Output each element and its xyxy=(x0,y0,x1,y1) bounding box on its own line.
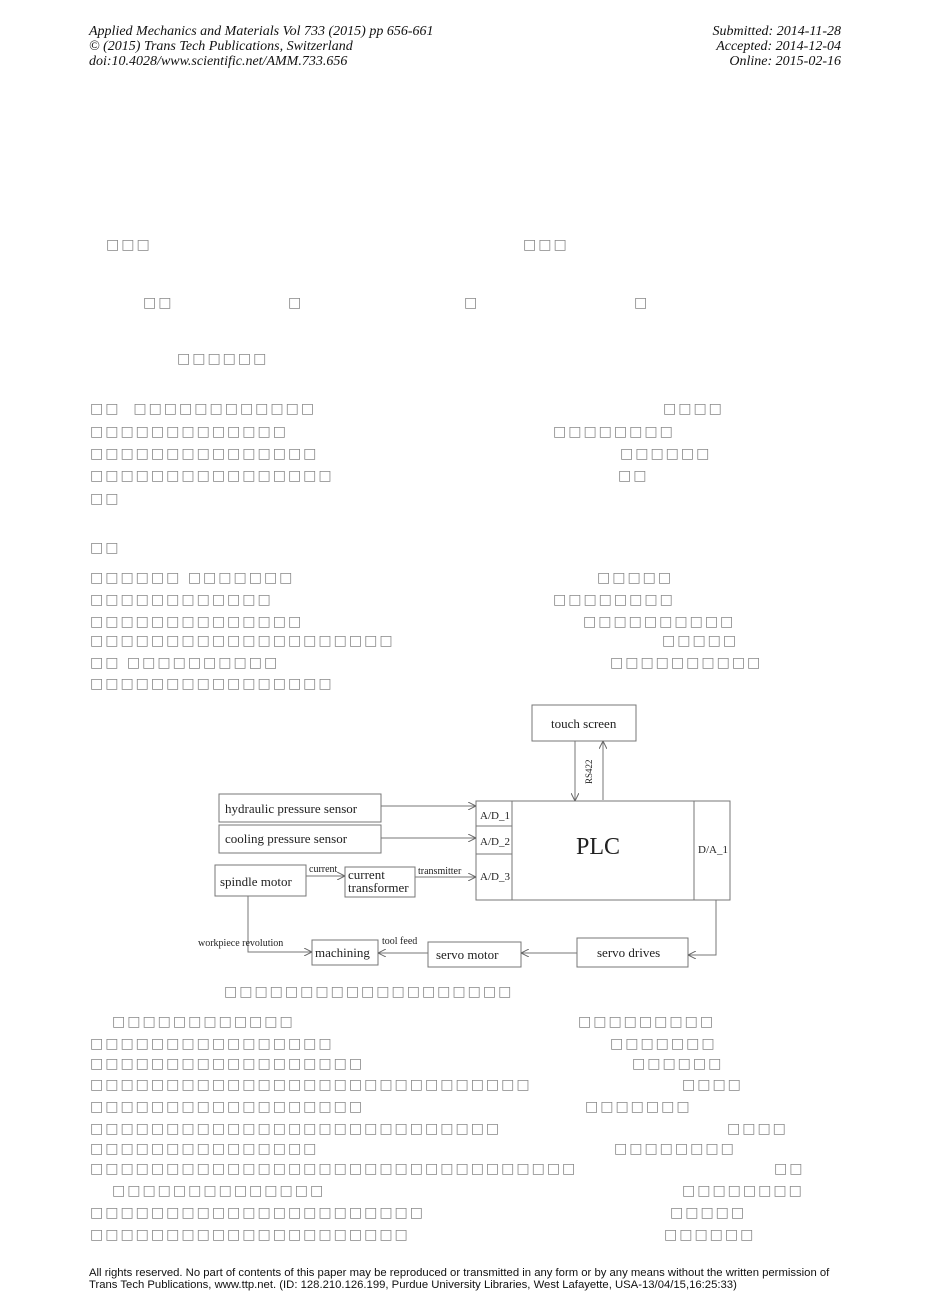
text-line: □□□□□□□□□□□□□□□ xyxy=(90,1141,319,1157)
text-line: □□□□□□□□□□□□□□□□□□ xyxy=(90,1099,365,1115)
text-line: □□□□□□□□□□□□□□□□ xyxy=(90,468,334,484)
text-line: □□ xyxy=(90,540,121,556)
text-line: □□□□□□ xyxy=(620,446,712,462)
text-line: □□□□□□ xyxy=(177,351,269,367)
transformer-label-2: transformer xyxy=(348,880,409,895)
text-line: □□□□□□□ xyxy=(585,1099,692,1115)
text-line: □□□□□□□□ xyxy=(553,592,675,608)
text-line: □□□□□□□□□□□□□□□□ xyxy=(90,676,334,692)
rs422-label: RS422 xyxy=(584,759,594,784)
ad2-label: A/D_2 xyxy=(480,836,510,848)
text-line: □ xyxy=(464,295,480,311)
cooling-label: cooling pressure sensor xyxy=(225,831,348,846)
text-line: □□□□□□□□□□ xyxy=(583,614,736,630)
text-line: □□□ xyxy=(523,237,569,253)
text-line: □□ xyxy=(774,1161,805,1177)
plc-label: PLC xyxy=(576,834,621,860)
text-line: □□□□□□□ xyxy=(610,1036,717,1052)
text-line: □□□□□□□□ xyxy=(614,1141,736,1157)
transmitter-label: transmitter xyxy=(418,866,462,877)
text-line: □□□□□ xyxy=(670,1205,747,1221)
text-line: □□□□□□□□□□ xyxy=(610,655,763,671)
text-line: □□□□□□□□□□□□ xyxy=(112,1014,295,1030)
online-date: Online: 2015-02-16 xyxy=(729,54,841,69)
submitted-date: Submitted: 2014-11-28 xyxy=(712,24,841,39)
text-line: □□□□□□□□ xyxy=(682,1183,804,1199)
text-line: □□□□□□□□□ xyxy=(578,1014,716,1030)
text-line: □□□□□□□□□□□□ xyxy=(90,592,273,608)
text-line: □□□□□□□□□□□□□□□ xyxy=(90,446,319,462)
text-line: □□ □□□□□□□□□□□□ xyxy=(90,401,317,417)
accepted-date: Accepted: 2014-12-04 xyxy=(716,39,841,54)
servo-drives-label: servo drives xyxy=(597,945,661,960)
text-line: □□ xyxy=(143,295,174,311)
text-line: □□□□□□□□□□□□□□ xyxy=(90,614,304,630)
plc-to-servo-drives-arrow xyxy=(689,900,716,955)
text-line: □□□□□□□□□□□□□ xyxy=(90,424,288,440)
text-line: □□□□□□□□□□□□□□□□□□□□□□□□□□□ xyxy=(90,1121,502,1137)
text-line: □□□□□□□□□□□□□□□□□□□□□□ xyxy=(90,1205,426,1221)
text-line: □□□□□□□□□□□□□□□□□□□□ xyxy=(90,633,395,649)
copyright-footer: All rights reserved. No part of contents of this paper may be reproduced or transmitted in any form or by any means without the written permission of Trans Tech Publications, www.ttp.net. (ID: 128.210.126.199, Purdue University Libraries, West Lafayette, USA-13/04/15,16:25:33) xyxy=(89,1267,830,1291)
text-line: □□□□□□□□□□□□□□□□□□□□□ xyxy=(90,1227,410,1243)
text-line: □□□□□□□□□□□□□□□□□□□ xyxy=(224,984,514,1000)
text-line: □□ xyxy=(90,491,121,507)
text-line: □□□□□□□□□□□□□□□□ xyxy=(90,1036,334,1052)
text-line: □ xyxy=(634,295,650,311)
spindle-label: spindle motor xyxy=(220,874,292,889)
text-line: □□ □□□□□□□□□□ xyxy=(90,655,280,671)
citation-line-2: © (2015) Trans Tech Publications, Switzerland xyxy=(89,39,353,54)
text-line: □□□□□□ □□□□□□□ xyxy=(90,570,295,586)
da1-label: D/A_1 xyxy=(698,844,728,856)
tool-feed-label: tool feed xyxy=(382,936,418,947)
text-line: □□□ xyxy=(106,237,152,253)
text-line: □□□□□□□□ xyxy=(553,424,675,440)
text-line: □ xyxy=(288,295,304,311)
text-line: □□□□□□□□□□□□□□ xyxy=(112,1183,326,1199)
ad1-label: A/D_1 xyxy=(480,810,510,822)
text-line: □□□□□ xyxy=(662,633,739,649)
text-line: □□□□□□□□□□□□□□□□□□□□□□□□□□□□□□□□ xyxy=(90,1161,578,1177)
text-line: □□□□ xyxy=(682,1077,743,1093)
citation-line-1: Applied Mechanics and Materials Vol 733 (2015) pp 656-661 xyxy=(89,24,434,39)
text-line: □□□□□□□□□□□□□□□□□□□□□□□□□□□□□ xyxy=(90,1077,532,1093)
text-line: □□□□ xyxy=(727,1121,788,1137)
current-label: current xyxy=(309,864,338,875)
text-line: □□□□ xyxy=(663,401,724,417)
servo-motor-label: servo motor xyxy=(436,947,499,962)
workpiece-revolution-label: workpiece revolution xyxy=(198,938,284,949)
text-line: □□□□□□ xyxy=(664,1227,756,1243)
touch-screen-label: touch screen xyxy=(551,716,617,731)
text-line: □□ xyxy=(618,468,649,484)
citation-line-3: doi:10.4028/www.scientific.net/AMM.733.656 xyxy=(89,54,348,69)
machining-label: machining xyxy=(315,945,370,960)
text-line: □□□□□ xyxy=(597,570,674,586)
ad3-label: A/D_3 xyxy=(480,871,510,883)
hydraulic-label: hydraulic pressure sensor xyxy=(225,801,358,816)
text-line: □□□□□□□□□□□□□□□□□□ xyxy=(90,1056,365,1072)
text-line: □□□□□□ xyxy=(632,1056,724,1072)
transformer-label-1: current xyxy=(348,867,385,882)
